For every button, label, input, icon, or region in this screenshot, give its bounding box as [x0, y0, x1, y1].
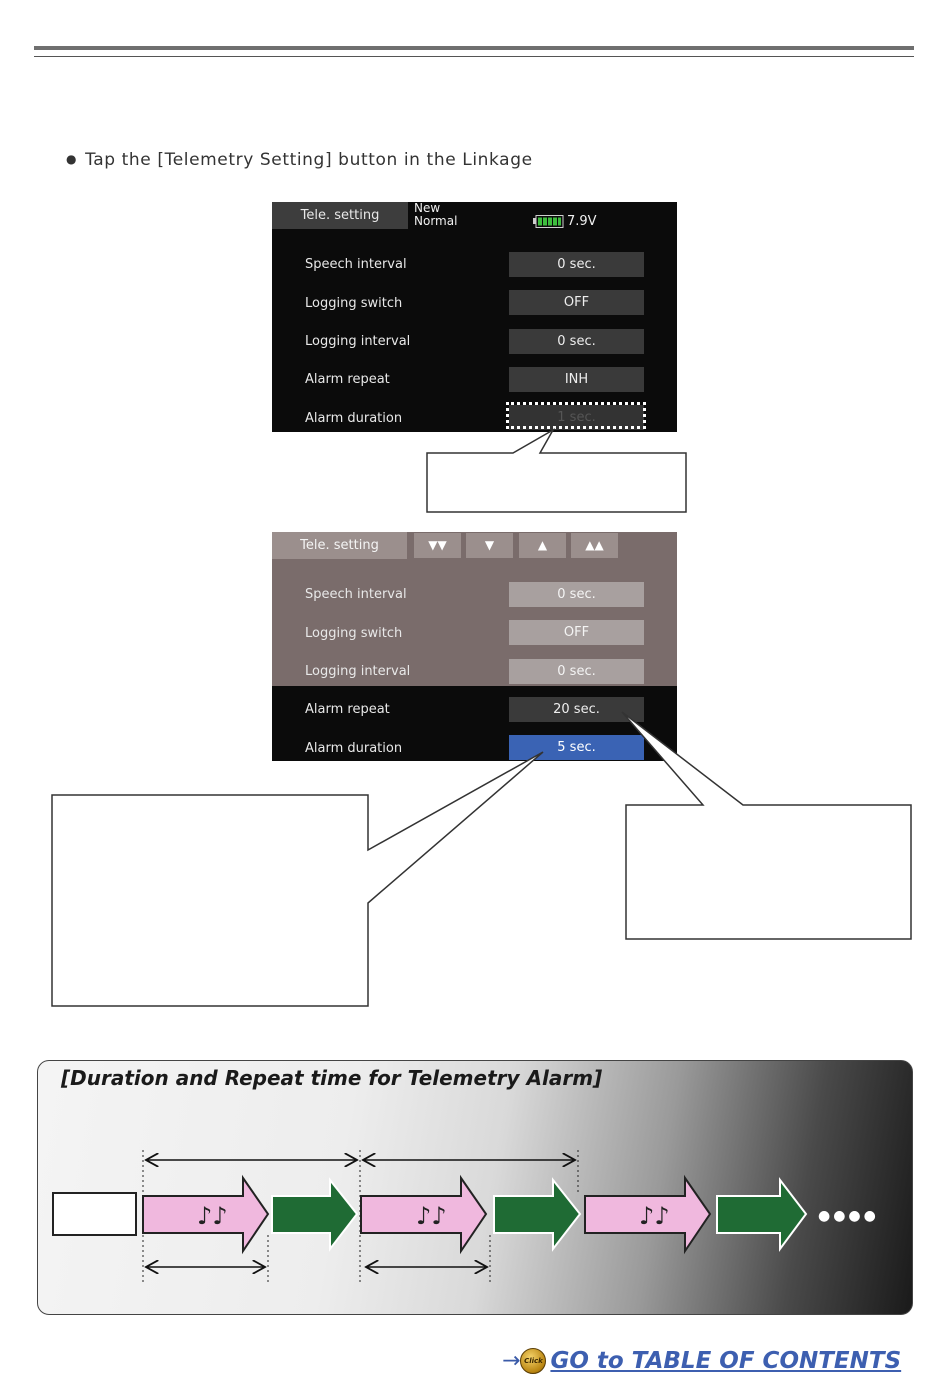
logging-interval-button[interactable]: 0 sec. [509, 659, 644, 684]
row-label-logging-interval: Logging interval [305, 664, 411, 679]
row-label-logging-interval: Logging interval [305, 334, 411, 349]
screen1-mode-model: New [414, 201, 441, 215]
bullet-icon: ● [66, 152, 78, 166]
row-label-logging-switch: Logging switch [305, 296, 403, 311]
speech-interval-button[interactable]: 0 sec. [509, 582, 644, 607]
row-label-speech-interval: Speech interval [305, 257, 407, 272]
click-icon[interactable]: Click [520, 1348, 546, 1374]
music-note-icon-2: ♪♪ [416, 1202, 447, 1230]
pause-arrow-1 [272, 1180, 357, 1249]
row-label-alarm-repeat: Alarm repeat [305, 372, 390, 387]
pause-arrow-2 [494, 1180, 580, 1249]
screen1-mode-condition: Normal [414, 214, 458, 228]
diagram-title: [Duration and Repeat time for Telemetry Alarm] [61, 1066, 603, 1090]
pause-arrow-3 [717, 1180, 806, 1249]
start-box [53, 1193, 136, 1235]
alarm-repeat-button[interactable]: 20 sec. [509, 697, 644, 722]
arrow-right-icon: → [502, 1348, 521, 1374]
decrement-button[interactable]: ▼ [466, 533, 513, 558]
intro-text: Tap the [Telemetry Setting] button in the Linkage [85, 150, 533, 170]
increment-fast-button[interactable]: ▲▲ [571, 533, 618, 558]
toc-link[interactable] [502, 1348, 901, 1374]
alarm-repeat-button[interactable]: INH [509, 367, 644, 392]
screen2-title[interactable]: Tele. setting [272, 532, 407, 559]
toc-link-text[interactable]: GO to TABLE OF CONTENTS [550, 1348, 902, 1374]
battery-voltage: 7.9V [567, 214, 597, 229]
row-label-alarm-duration: Alarm duration [305, 411, 403, 426]
music-note-icon-1: ♪♪ [197, 1202, 228, 1230]
logging-switch-button[interactable]: OFF [509, 620, 644, 645]
row-label-speech-interval: Speech interval [305, 587, 407, 602]
music-note-icon-3: ♪♪ [639, 1202, 670, 1230]
row-label-alarm-duration: Alarm duration [305, 741, 403, 756]
logging-interval-button[interactable]: 0 sec. [509, 329, 644, 354]
alarm-duration-button-selected[interactable]: 5 sec. [509, 735, 644, 760]
screen1-title[interactable]: Tele. setting [272, 202, 408, 229]
decrement-fast-button[interactable]: ▼▼ [414, 533, 461, 558]
alarm-duration-button-disabled: 1 sec. [509, 405, 644, 430]
logging-switch-button[interactable]: OFF [509, 290, 644, 315]
continuation-dots: ●●●● [818, 1208, 879, 1224]
row-label-logging-switch: Logging switch [305, 626, 403, 641]
row-label-alarm-repeat: Alarm repeat [305, 702, 390, 717]
speech-interval-button[interactable]: 0 sec. [509, 252, 644, 277]
increment-button[interactable]: ▲ [519, 533, 566, 558]
